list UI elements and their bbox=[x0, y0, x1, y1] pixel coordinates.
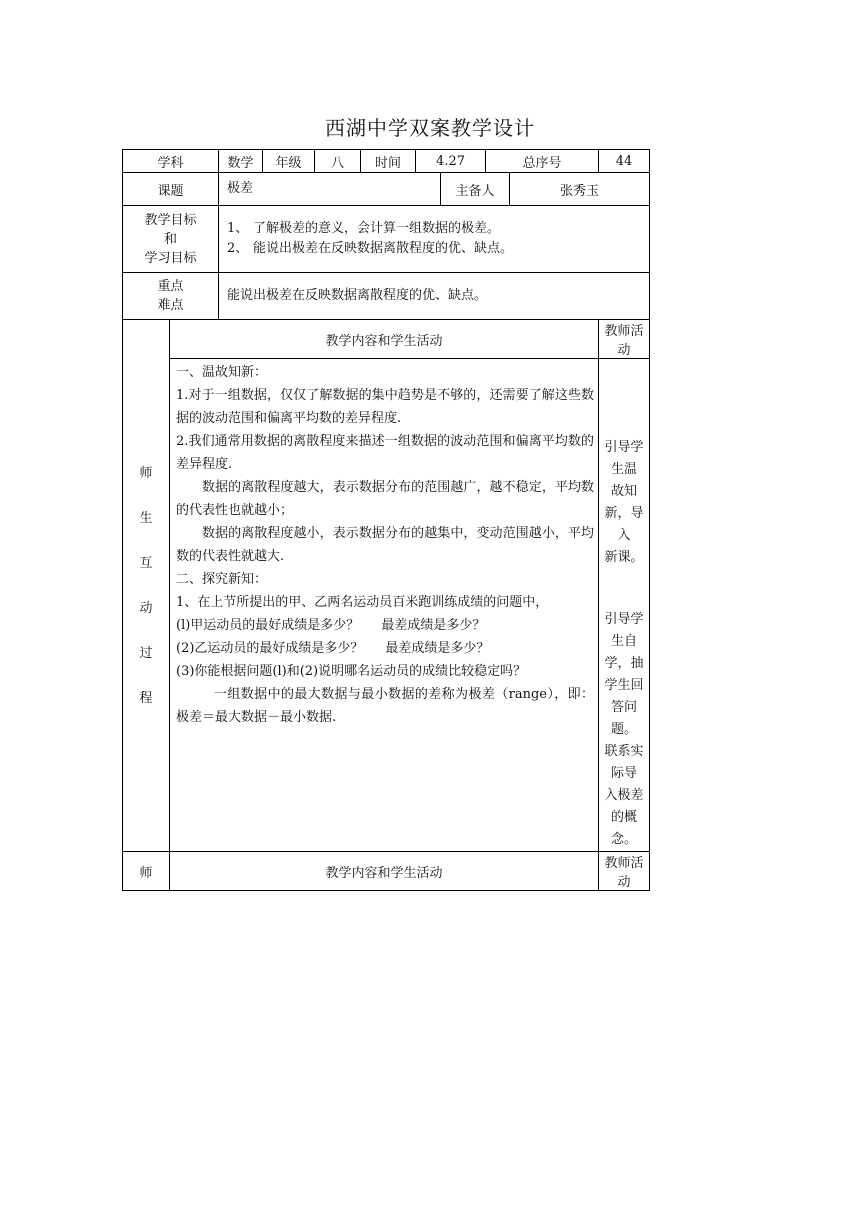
side-char: 动 bbox=[139, 600, 153, 616]
teacher-activity-line: 答问题。 bbox=[611, 700, 638, 737]
side-char: 程 bbox=[139, 690, 153, 706]
question-part: 最差成绩是多少？ bbox=[385, 641, 490, 656]
process-header-row bbox=[123, 320, 650, 359]
topic-value: 极差 bbox=[219, 173, 441, 206]
goal-number: 2、 bbox=[227, 241, 249, 256]
goals-label-line2: 和 bbox=[164, 231, 178, 247]
teacher-activity-line: 念。 bbox=[611, 832, 638, 847]
paragraph: 数据的离散程度越小，表示数据分布的越集中，变动范围越小，平均数的代表性就越大. bbox=[176, 526, 595, 564]
content-header: 教学内容和学生活动 bbox=[170, 320, 599, 359]
footer-side-char: 师 bbox=[123, 852, 170, 891]
goal-text: 了解极差的意义，会计算一组数据的极差。 bbox=[253, 221, 501, 236]
footer-teacher-header: 教师活动 bbox=[599, 852, 650, 891]
goals-label-line1: 教学目标 bbox=[144, 212, 197, 228]
paragraph: 数据的离散程度越大，表示数据分布的范围越广，越不稳定，平均数的代表性也就越小； bbox=[176, 480, 595, 518]
question: (3)你能根据问题(l)和(2)说明哪名运动员的成绩比较稳定吗？ bbox=[176, 664, 527, 679]
goal-text: 能说出极差在反映数据离散程度的优、缺点。 bbox=[253, 241, 514, 256]
question-part: (2)乙运动员的最好成绩是多少？ bbox=[176, 641, 364, 656]
goal-number: 1、 bbox=[227, 221, 249, 236]
goals-label bbox=[123, 206, 219, 273]
subject-value: 数学 bbox=[219, 150, 263, 173]
footer-row bbox=[123, 852, 650, 891]
keypoints-label bbox=[123, 273, 219, 320]
topic-row bbox=[123, 173, 650, 206]
seq-label: 总序号 bbox=[486, 150, 599, 173]
paragraph: 2.我们通常用数据的离散程度来描述一组数据的波动范围和偏离平均数的差异程度. bbox=[176, 434, 595, 472]
header-row bbox=[123, 150, 650, 173]
goals-content bbox=[219, 206, 650, 273]
teacher-activity bbox=[599, 359, 650, 852]
paragraph: 1.对于一组数据，仅仅了解数据的集中趋势是不够的，还需要了解这些数据的波动范围和偏离平均数的差异程度. bbox=[176, 388, 595, 426]
teacher-activity-line: 新课。 bbox=[604, 550, 644, 565]
preparer-value: 张秀玉 bbox=[510, 173, 650, 206]
goal-item bbox=[227, 239, 649, 259]
definition: 一组数据中的最大数据与最小数据的差称为极差（range），即：极差＝最大数据－最小数据. bbox=[176, 687, 595, 725]
topic-label: 课题 bbox=[123, 173, 219, 206]
grade-value: 八 bbox=[315, 150, 361, 173]
teacher-activity-line: 引导学生自 bbox=[604, 612, 644, 649]
grade-label: 年级 bbox=[263, 150, 315, 173]
side-char: 互 bbox=[139, 555, 153, 571]
goals-label-line3: 学习目标 bbox=[144, 250, 197, 266]
preparer-label: 主备人 bbox=[441, 173, 510, 206]
lesson-plan-table bbox=[122, 149, 650, 891]
question-part: 最差成绩是多少？ bbox=[381, 618, 486, 633]
question-part: (l)甲运动员的最好成绩是多少？ bbox=[176, 618, 360, 633]
teacher-activity-line: 联系实际导 bbox=[604, 744, 644, 781]
question bbox=[176, 637, 594, 660]
keypoints-label-line1: 重点 bbox=[157, 279, 184, 294]
keypoints-row bbox=[123, 273, 650, 320]
goals-row bbox=[123, 206, 650, 273]
question bbox=[176, 614, 594, 637]
paragraph: 1、在上节所提出的甲、乙两名运动员百米跑训练成绩的问题中， bbox=[176, 595, 549, 610]
process-content bbox=[170, 359, 599, 852]
footer-content-header: 教学内容和学生活动 bbox=[170, 852, 599, 891]
side-char: 生 bbox=[139, 510, 153, 526]
process-side-label bbox=[123, 320, 170, 852]
page-title: 西湖中学双案教学设计 bbox=[325, 116, 535, 140]
side-char: 过 bbox=[139, 645, 153, 661]
teacher-activity-line: 故知新，导入 bbox=[604, 484, 644, 543]
side-char: 师 bbox=[139, 465, 153, 481]
teacher-activity-line: 入极差的概 bbox=[604, 788, 644, 825]
keypoints-label-line2: 难点 bbox=[157, 298, 184, 313]
teacher-header: 教师活动 bbox=[599, 320, 650, 359]
goal-item bbox=[227, 219, 649, 239]
time-label: 时间 bbox=[361, 150, 416, 173]
section-heading: 一、温故知新： bbox=[176, 365, 268, 380]
seq-value: 44 bbox=[599, 150, 650, 173]
process-body-row bbox=[123, 359, 650, 852]
subject-label: 学科 bbox=[123, 150, 219, 173]
keypoints-value: 能说出极差在反映数据离散程度的优、缺点。 bbox=[219, 273, 650, 320]
section-heading: 二、探究新知： bbox=[176, 572, 268, 587]
teacher-activity-line: 学，抽学生回 bbox=[604, 656, 644, 693]
teacher-activity-line: 引导学生温 bbox=[604, 440, 644, 477]
time-value: 4.27 bbox=[416, 150, 486, 173]
